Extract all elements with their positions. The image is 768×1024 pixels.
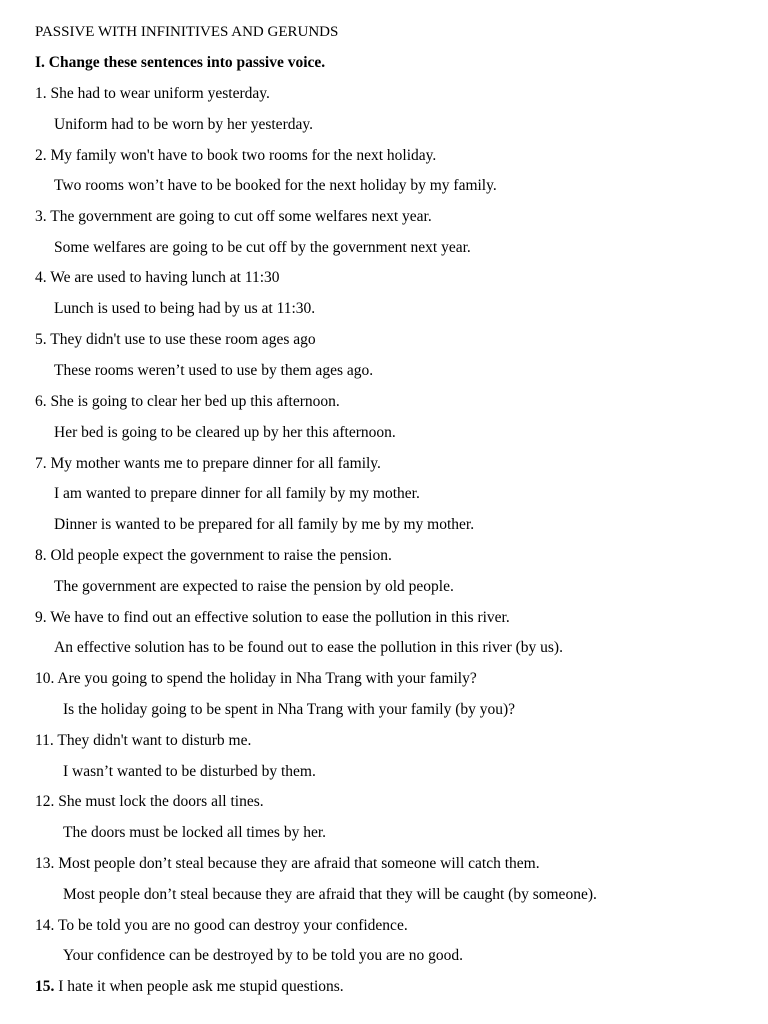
question-text: The government are going to cut off some welfares next year.	[50, 208, 432, 225]
document-title: PASSIVE WITH INFINITIVES AND GERUNDS	[35, 24, 339, 40]
question-text: They didn't use to use these room ages ago	[50, 331, 316, 348]
question-text: Old people expect the government to raise the pension.	[50, 547, 392, 564]
question-1	[35, 84, 270, 104]
question-text: She had to wear uniform yesterday.	[50, 85, 270, 102]
question-number: 1.	[35, 85, 47, 102]
question-10	[35, 669, 477, 689]
question-11	[35, 731, 251, 751]
question-12	[35, 792, 264, 812]
question-number: 11.	[35, 732, 54, 749]
question-3	[35, 207, 432, 227]
question-number: 5.	[35, 331, 47, 348]
question-14	[35, 916, 408, 936]
answer-13: Most people don’t steal because they are afraid that they will be caught (by someone).	[63, 886, 597, 903]
answer-12: The doors must be locked all times by her.	[63, 824, 327, 841]
answer-3: Some welfares are going to be cut off by the government next year.	[54, 239, 471, 256]
question-number: 12.	[35, 793, 55, 810]
answer-1: Uniform had to be worn by her yesterday.	[54, 116, 313, 133]
question-text: She must lock the doors all tines.	[58, 793, 264, 810]
section-heading: I. Change these sentences into passive voice.	[35, 54, 326, 71]
question-number: 3.	[35, 208, 47, 225]
answer-10: Is the holiday going to be spent in Nha Trang with your family (by you)?	[63, 701, 516, 718]
answer-4: Lunch is used to being had by us at 11:30.	[54, 300, 316, 317]
answer-6: Her bed is going to be cleared up by her this afternoon.	[54, 424, 396, 441]
answer-7b: Dinner is wanted to be prepared for all family by me by my mother.	[54, 516, 475, 533]
question-text: Most people don’t steal because they are afraid that someone will catch them.	[58, 855, 540, 872]
question-text: We have to find out an effective solution to ease the pollution in this river.	[50, 609, 510, 626]
question-9	[35, 608, 510, 628]
answer-9: An effective solution has to be found out to ease the pollution in this river (by us).	[54, 639, 563, 656]
question-15	[35, 977, 344, 997]
answer-5: These rooms weren’t used to use by them ages ago.	[54, 362, 374, 379]
question-number: 4.	[35, 269, 47, 286]
question-number: 10.	[35, 670, 55, 687]
question-number: 13.	[35, 855, 55, 872]
answer-11: I wasn’t wanted to be disturbed by them.	[63, 763, 316, 780]
question-text: My mother wants me to prepare dinner for all family.	[50, 455, 381, 472]
question-text: To be told you are no good can destroy your confidence.	[57, 917, 408, 934]
question-2	[35, 146, 436, 166]
question-6	[35, 392, 340, 412]
question-number: 7.	[35, 455, 47, 472]
question-8	[35, 546, 392, 566]
question-number: 14.	[35, 917, 55, 934]
question-text: They didn't want to disturb me.	[57, 732, 252, 749]
question-13	[35, 854, 540, 874]
question-number: 15.	[35, 978, 55, 995]
question-number: 2.	[35, 147, 47, 164]
answer-2: Two rooms won’t have to be booked for the next holiday by my family.	[54, 177, 497, 194]
question-5	[35, 330, 316, 350]
question-text: We are used to having lunch at 11:30	[50, 269, 280, 286]
answer-7a: I am wanted to prepare dinner for all family by my mother.	[54, 485, 420, 502]
question-text: My family won't have to book two rooms for the next holiday.	[50, 147, 437, 164]
question-text: I hate it when people ask me stupid questions.	[58, 978, 344, 995]
question-4	[35, 268, 280, 288]
question-number: 9.	[35, 609, 47, 626]
answer-14: Your confidence can be destroyed by to be told you are no good.	[63, 947, 464, 964]
question-text: Are you going to spend the holiday in Nha Trang with your family?	[57, 670, 477, 687]
question-text: She is going to clear her bed up this afternoon.	[50, 393, 340, 410]
answer-8: The government are expected to raise the pension by old people.	[54, 578, 454, 595]
question-number: 6.	[35, 393, 47, 410]
question-number: 8.	[35, 547, 47, 564]
question-7	[35, 454, 381, 474]
